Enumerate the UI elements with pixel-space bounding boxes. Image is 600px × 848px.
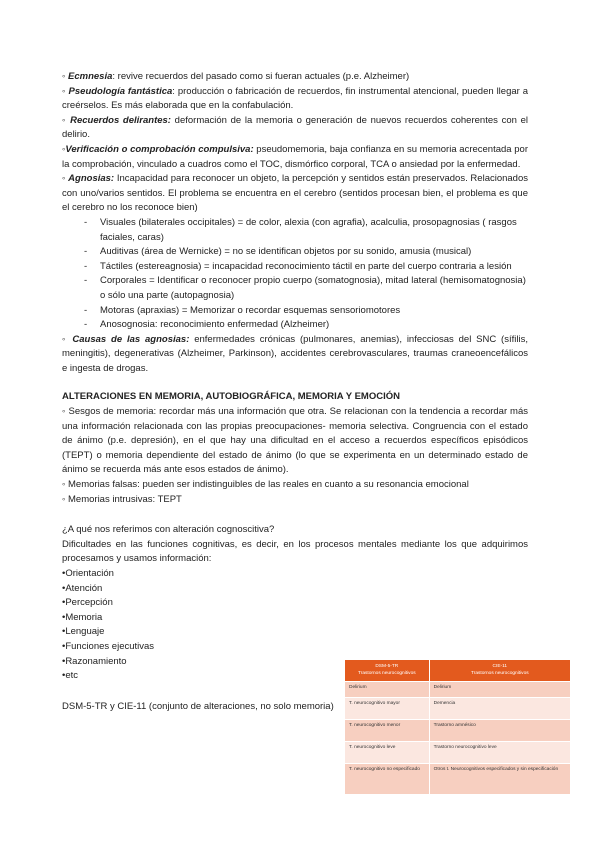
list-item: •Funciones ejecutivas [62,640,155,652]
item-recuerdos-delirantes: ◦ Recuerdos delirantes: deformación de la memoria o generación de nuevos recuerdos coherentes con el delirio. [62,114,528,141]
list-item: •Atención [62,582,103,594]
table-row: T. neurocognitivo no especificado Otros t. Neurocognitivos especificados y sin especificación [345,764,570,795]
table-row: Delirium Delirium [345,682,570,698]
table-row: T. neurocognitivo menor Trastorno amnésico [345,720,570,742]
agnosias-list [62,216,528,333]
item-agnosias: ◦ Agnosias: Incapacidad para reconocer un objeto, la percepción y sentidos están preservados. Relacionados con uno/varios sentidos. El problema se encuentra en el cerebro (sentidos procesan bien, el problema es que el cerebro no los reconoce bien) [62,173,529,214]
definition: Dificultades en las funciones cognitivas, es decir, en los procesos mentales mediante los que adquirimos procesamos y usamos información: [62,538,528,565]
dsm-cie-table [345,660,570,794]
item-ecmnesia: ◦ Ecmnesia: revive recuerdos del pasado como si fueran actuales (p.e. Alzheimer) [62,71,410,82]
list-item: •Orientación [62,568,114,579]
list-item: - Táctiles (estereagnosia) = incapacidad reconocimiento táctil en parte del cuerpo contraria a lesión [62,260,528,275]
table-header-dsm: DSM-5-TR Trastornos neurocognitivos [345,660,429,682]
section-heading: ALTERACIONES EN MEMORIA, AUTOBIOGRÁFICA, MEMORIA Y EMOCIÓN [62,391,400,403]
list-item: •Memoria [62,611,103,623]
table-row: T. neurocognitivo leve Trastorno neurocognitivo leve [345,742,570,764]
list-item: - Motoras (apraxias) = Memorizar o recordar esquemas sensoriomotores [62,304,528,319]
list-item: •Percepción [62,597,113,609]
item-verificacion: ◦Verificación o comprobación compulsiva: pseudomemoria, baja confianza en su memoria acrecentada por la comprobación, vinculado a cuadros como el TOC, dismórfico corporal, TCA o ansiedad por la enfermedad. [62,143,528,170]
falsas-paragraph: ◦ Memorias falsas: pueden ser indistinguibles de las reales en cuanto a su resonancia emocional [62,479,469,491]
list-item: - Anosognosia: reconocimiento enfermedad (Alzheimer) [62,318,528,333]
sesgos-paragraph: ◦ Sesgos de memoria: recordar más una información que otra. Se relacionan con la tendencia a recordar más una información relacionada con las propias preocupaciones- memoria selectiva. Congruencia con el estado de ánimo (p.e. depresión), en el que hay una dificultad en el acceso a recuerdos específicos episódicos (TEPT) o memoria dependiente del estado de ánimo (lo que se experimenta en un determinado estado de ánimo se recuerda más ante esos estados de ánimo). [62,406,528,476]
list-item: - Auditivas (área de Wernicke) = no se identifican objetos por su sonido, amusia (musical) [62,245,528,260]
list-item: •etc [62,670,78,682]
list-item: - Corporales = Identificar o reconocer propio cuerpo (somatognosia), mitad lateral (hemisomatognosia) o sólo una parte (autopagnosia) [62,274,528,303]
item-causas: ◦ Causas de las agnosias: enfermedades crónicas (pulmonares, anemias), infecciosas del SNC (sífilis, meningitis), degenerativas (Alzheimer, Parkinson), accidentes cerebrovasculares, traumas craneoencefálicos e ingesta de drogas. [62,333,528,374]
dsm-note: DSM-5-TR y CIE-11 (conjunto de alteraciones, no solo memoria) [62,700,334,712]
item-pseudologia: ◦ Pseudología fantástica: producción o fabricación de recuerdos, fin instrumental atencional, pueden llegar a creérselos. Es más elaborada que en la confabulación. [62,85,528,112]
intrusivas-paragraph: ◦ Memorias intrusivas: TEPT [62,493,182,505]
question: ¿A qué nos referimos con alteración cognoscitiva? [62,524,275,536]
table-header-row [345,660,570,682]
table-row: T. neurocognitivo mayor Demencia [345,698,570,720]
table-header-cie: CIE-11 Trastornos neurocognitivos [429,660,570,682]
list-item: •Razonamiento [62,655,127,667]
list-item: •Lenguaje [62,626,105,638]
list-item: - Visuales (bilaterales occipitales) = de color, alexia (con agrafia), acalculia, prosopagnosias ( rasgos faciales, caras) [62,216,528,245]
document-body [62,70,528,714]
